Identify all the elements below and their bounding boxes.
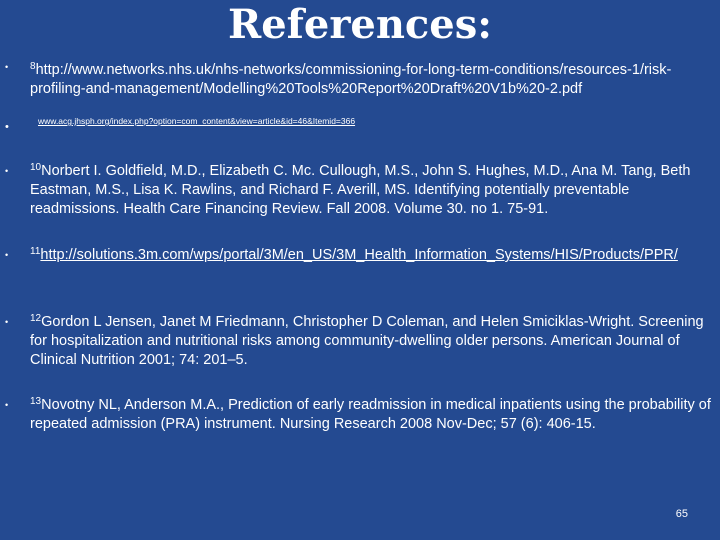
reference-text: [30, 313, 714, 370]
reference-number: 8: [30, 61, 36, 72]
bullet-icon: •: [5, 317, 9, 327]
reference-link[interactable]: http://solutions.3m.com/wps/portal/3M/en_US/3M_Health_Information_Systems/HIS/Products/PPR/: [40, 247, 678, 263]
bullet-icon: •: [5, 400, 9, 410]
reference-number: 13: [30, 396, 42, 407]
bullet-icon: •: [5, 166, 9, 176]
reference-number: 10: [30, 162, 42, 173]
bullet-icon: •: [5, 121, 9, 133]
reference-text: [30, 61, 714, 99]
slide-title: References:: [227, 1, 493, 48]
page-number: 65: [675, 508, 688, 520]
reference-text: [30, 162, 714, 219]
reference-text: [30, 396, 714, 434]
reference-body: Novotny NL, Anderson M.A., Prediction of early readmission in medical inpatients using the probability of repeated admission (PRA) instrument. Nursing Research 2008 Nov-Dec; 57 (6): 406-15.: [30, 397, 711, 432]
reference-text: [30, 246, 714, 265]
reference-number: 11: [30, 246, 41, 257]
reference-link[interactable]: http://www.networks.nhs.uk/nhs-networks/commissioning-for-long-term-conditions/resources-1/risk-profiling-and-management/Modelling%20Tools%20Report%20Draft%20V1b%20-2.pdf: [30, 62, 672, 97]
reference-link[interactable]: www.acg.jhsph.org/index.php?option=com_content&view=article&id=46&Itemid=366: [38, 116, 356, 126]
bullet-icon: •: [5, 62, 9, 72]
reference-body: Norbert I. Goldfield, M.D., Elizabeth C. Mc. Cullough, M.S., John S. Hughes, M.D., Ana M. Tang, Beth Eastman, M.S., Lisa K. Rawlins, and Richard F. Averill, MS. Identifying potentially preventable readmissions. Health Care Financing Review. Fall 2008. Volume 30. no 1. 75-91.: [30, 163, 691, 217]
reference-body: Gordon L Jensen, Janet M Friedmann, Christopher D Coleman, and Helen Smiciklas-Wright. Screening for hospitalization and nutritional risks among community-dwelling older persons. American Journal of Clinical Nutrition 2001; 74: 201–5.: [30, 314, 704, 368]
reference-number: 12: [30, 313, 42, 324]
bullet-icon: •: [5, 250, 9, 260]
